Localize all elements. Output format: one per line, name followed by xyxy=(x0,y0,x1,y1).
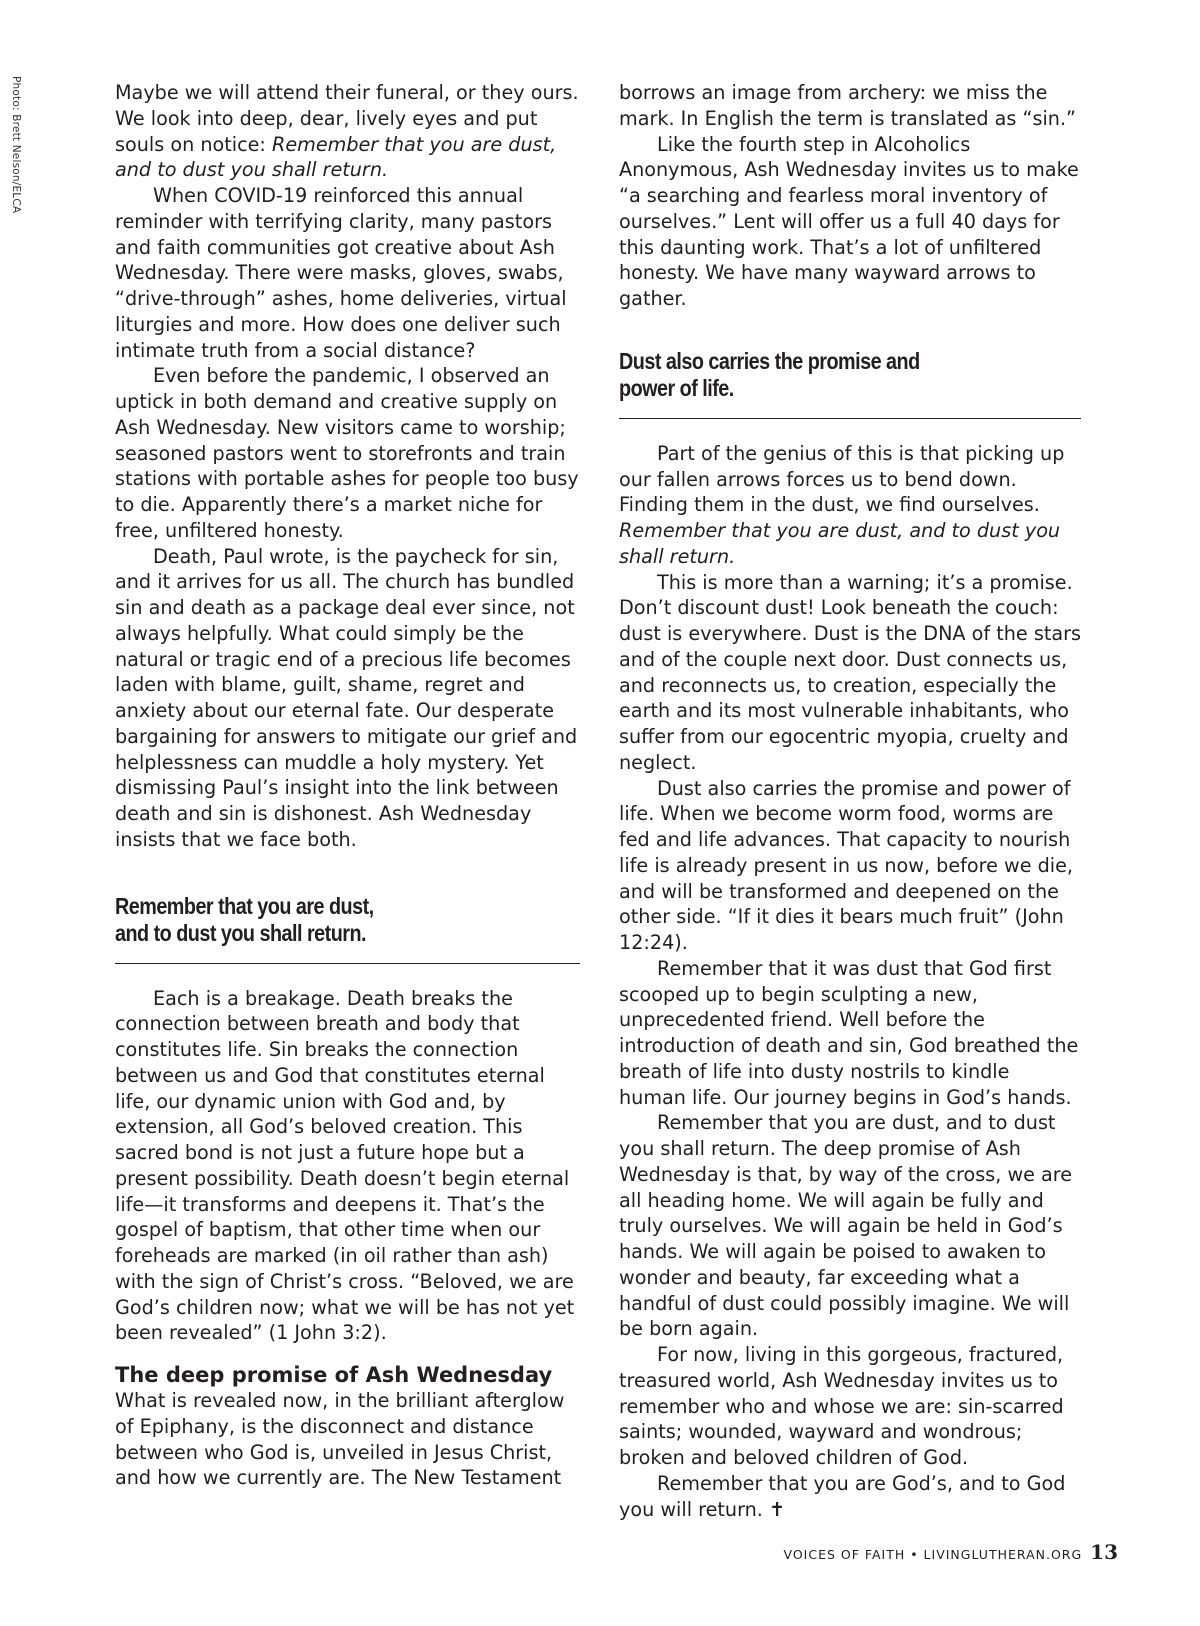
photo-credit: Photo: Brett Nelson/ELCA xyxy=(10,76,22,214)
page-footer xyxy=(784,1540,1118,1564)
left-pullquote-line-1: Remember that you are dust, xyxy=(115,892,374,919)
left-paragraph-6: What is revealed now, in the brilliant afterglow of Epiphany, is the disconnect and distance between who God is, unveiled in Jesus Christ, and how we currently are. The New Testament xyxy=(115,1389,565,1490)
left-paragraph-1-text: Maybe we will attend their funeral, or they ours. We look into deep, dear, lively eyes and put souls on notice: xyxy=(115,81,579,156)
left-paragraph-1 xyxy=(115,80,580,183)
right-pullquote xyxy=(619,348,1101,402)
footer-text: VOICES OF FAITH • LIVINGLUTHERAN.ORG xyxy=(783,1547,1083,1562)
right-paragraph-3-text: Part of the genius of this is that picking up our fallen arrows forces us to bend down. Finding them in the dust, we find ourselves. xyxy=(619,441,1065,517)
right-column xyxy=(619,80,1081,1522)
right-pullquote-line-2: power of life. xyxy=(619,374,734,401)
right-paragraph-7: Remember that you are dust, and to dust you shall return. The deep promise of Ash Wednesday is that, by way of the cross, we are all heading home. We will again be fully and truly ourselves. We will again be held in God’s hands. We will again be poised to awaken to wonder and beauty, far exceeding what a handful of dust could possibly imagine. We will be born again. xyxy=(619,1111,1073,1341)
right-pullquote-divider xyxy=(619,418,1081,419)
section-subhead: The deep promise of Ash Wednesday xyxy=(115,1363,553,1387)
left-pullquote xyxy=(115,893,597,947)
right-paragraph-5: Dust also carries the promise and power of life. When we become worm food, worms are fed and life advances. That capacity to nourish life is already present in us now, before we die, and will be transformed and deepened on the other side. “If it dies it bears much fruit” (John 12:24). xyxy=(619,776,1074,954)
left-paragraph-3: Even before the pandemic, I observed an uptick in both demand and creative supply on Ash Wednesday. New visitors came to worship; seasoned pastors went to storefronts and train stations with portable ashes for people too busy to die. Apparently there’s a market niche for free, unfiltered honesty. xyxy=(115,364,579,542)
right-pullquote-line-1: Dust also carries the promise and xyxy=(619,347,920,374)
right-paragraph-1: borrows an image from archery: we miss the mark. In English the term is translated as “sin.” xyxy=(619,81,1076,130)
right-paragraph-8: For now, living in this gorgeous, fractured, treasured world, Ash Wednesday invites us to remember who and whose we are: sin-scarred saints; wounded, wayward and wondrous; broken and beloved children of God. xyxy=(619,1343,1064,1469)
page-number: 13 xyxy=(1090,1540,1118,1564)
right-paragraph-2: Like the fourth step in Alcoholics Anonymous, Ash Wednesday invites us to make “a searching and fearless moral inventory of ourselves.” Lent will offer us a full 40 days for this daunting work. That’s a lot of unfiltered honesty. We have many wayward arrows to gather. xyxy=(619,132,1079,310)
left-pullquote-divider xyxy=(115,963,580,964)
left-paragraph-5: Each is a breakage. Death breaks the connection between breath and body that constitutes life. Sin breaks the connection between us and God that constitutes eternal life, our dynamic union with God and, by extension, all God’s beloved creation. This sacred bond is not just a future hope but a present possibility. Death doesn’t begin eternal life—it transforms and deepens it. That’s the gospel of baptism, that other time when our foreheads are marked (in oil rather than ash) with the sign of Christ’s cross. “Beloved, we are God’s children now; what we will be has not yet been revealed” (1 John 3:2). xyxy=(115,986,575,1345)
right-paragraph-9: Remember that you are God’s, and to God you will return. ✝ xyxy=(619,1471,1066,1521)
right-paragraph-3-italic: Remember that you are dust, and to dust you shall return. xyxy=(619,519,1061,568)
left-paragraph-2: When COVID-19 reinforced this annual reminder with terrifying clarity, many pastors and faith communities got creative about Ash Wednesday. There were masks, gloves, swabs, “drive-through” ashes, home deliveries, virtual liturgies and more. How does one deliver such intimate truth from a social distance? xyxy=(115,184,567,362)
right-paragraph-3 xyxy=(619,441,1081,570)
left-paragraph-4: Death, Paul wrote, is the paycheck for sin, and it arrives for us all. The church has bundled sin and death as a package deal ever since, not always helpfully. What could simply be the natural or tragic end of a precious life becomes laden with blame, guilt, shame, regret and anxiety about our eternal fate. Our desperate bargaining for answers to mitigate our grief and helplessness can muddle a holy mystery. Yet dismissing Paul’s insight into the link between death and sin is dishonest. Ash Wednesday insists that we face both. xyxy=(115,544,578,851)
right-paragraph-6: Remember that it was dust that God first scooped up to begin sculpting a new, unprecedented friend. Well before the introduction of death and sin, God breathed the breath of life into dusty nostrils to kindle human life. Our journey begins in God’s hands. xyxy=(619,956,1079,1109)
left-pullquote-line-2: and to dust you shall return. xyxy=(115,919,366,946)
left-paragraph-1-italic: Remember that you are dust, and to dust you shall return. xyxy=(115,132,557,182)
left-column xyxy=(115,80,580,1491)
right-paragraph-4: This is more than a warning; it’s a promise. Don’t discount dust! Look beneath the couch: dust is everywhere. Dust is the DNA of the stars and of the couple next door. Dust connects us, and reconnects us, to creation, especially the earth and its most vulnerable inhabitants, who suffer from our egocentric myopia, cruelty and neglect. xyxy=(619,570,1081,774)
